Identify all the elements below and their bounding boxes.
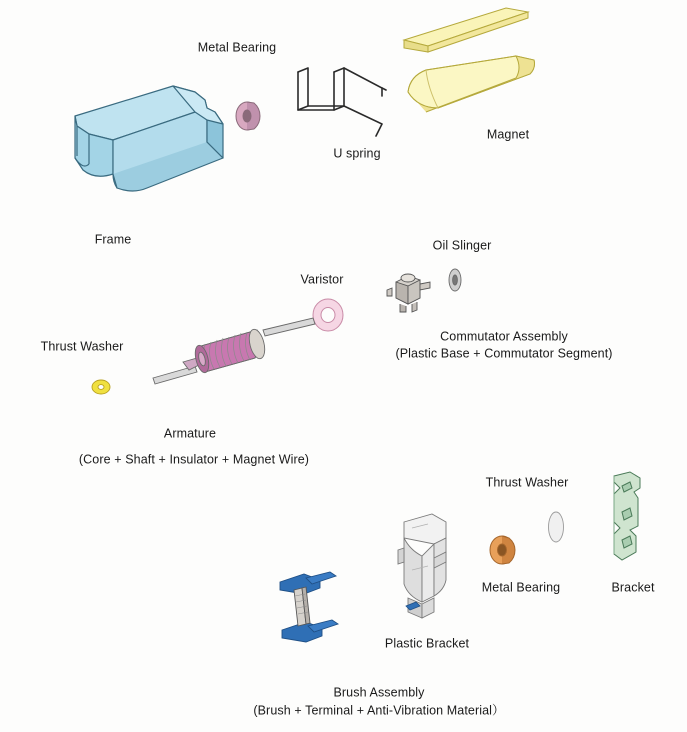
label-brush-assembly-detail: (Brush + Terminal + Anti-Vibration Material）: [253, 703, 505, 718]
label-thrust-washer-left: Thrust Washer: [40, 339, 124, 354]
label-armature: Armature: [163, 426, 217, 441]
label-varistor: Varistor: [300, 272, 344, 287]
label-commutator-assembly-detail: (Plastic Base + Commutator Segment): [395, 346, 613, 361]
magnet-bar-part: [402, 6, 532, 54]
label-u-spring: U spring: [333, 146, 381, 161]
frame-part: [55, 78, 245, 208]
magnet-curved-part: [404, 54, 540, 118]
oil-slinger-part: [445, 265, 467, 295]
metal-bearing-bottom-part: [486, 530, 520, 570]
label-frame: Frame: [94, 232, 132, 247]
label-magnet: Magnet: [486, 127, 530, 142]
label-plastic-bracket: Plastic Bracket: [384, 636, 470, 651]
armature-part: [145, 300, 325, 400]
thrust-washer-right-part: [543, 508, 569, 546]
label-oil-slinger: Oil Slinger: [432, 238, 492, 253]
label-metal-bearing-top: Metal Bearing: [197, 40, 277, 55]
u-spring-part: [290, 66, 394, 144]
label-metal-bearing-bottom: Metal Bearing: [481, 580, 561, 595]
brush-assembly-part: [276, 568, 352, 652]
label-bracket: Bracket: [611, 580, 655, 595]
label-brush-assembly: Brush Assembly: [333, 685, 425, 700]
label-commutator-assembly: Commutator Assembly: [440, 329, 568, 344]
label-armature-detail: (Core + Shaft + Insulator + Magnet Wire): [78, 452, 310, 467]
label-thrust-washer-right: Thrust Washer: [485, 475, 569, 490]
bracket-part: [600, 468, 660, 574]
thrust-washer-left-part: [88, 376, 114, 398]
commutator-assembly-part: [386, 268, 434, 316]
plastic-bracket-part: [388, 510, 460, 622]
metal-bearing-top-part: [232, 96, 266, 136]
